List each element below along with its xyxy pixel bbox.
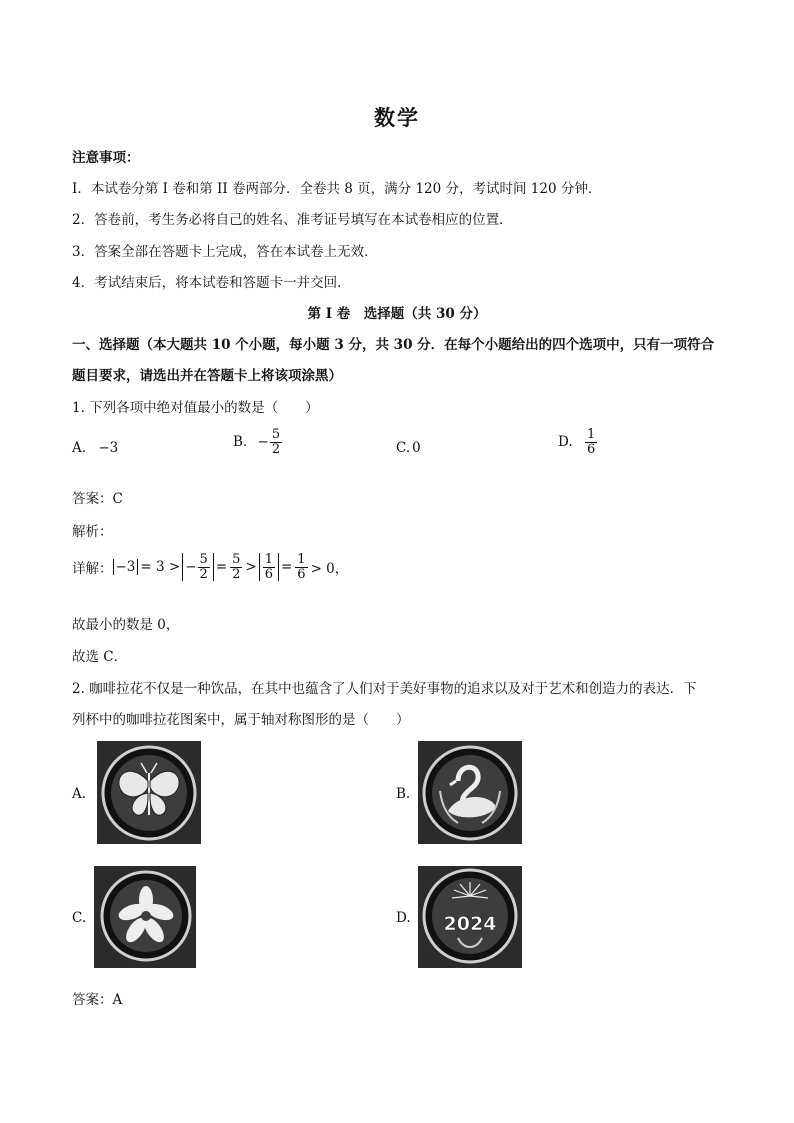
q1-option-b-label: B. bbox=[233, 434, 248, 451]
q1-option-d-label: D. bbox=[558, 434, 573, 451]
q1-option-d-fraction bbox=[585, 428, 597, 456]
q1-option-b-numerator: 5 bbox=[271, 427, 281, 442]
q2-stem-line2: 列杯中的咖啡拉花图案中，属于轴对称图形的是（ ） bbox=[72, 712, 410, 728]
q1-option-c bbox=[396, 440, 421, 456]
q2-option-a-image bbox=[97, 741, 201, 844]
q1-stem: 1. 下列各项中绝对值最小的数是（ ） bbox=[72, 400, 319, 416]
q1-detail bbox=[72, 553, 348, 581]
q2-answer: 答案：A bbox=[72, 992, 123, 1008]
q1-option-a bbox=[72, 440, 118, 456]
q2-option-c-image bbox=[94, 866, 196, 968]
q1-option-a-label: A. bbox=[72, 440, 87, 456]
q1-option-c-value: 0 bbox=[412, 440, 421, 456]
flower-latte-art-icon bbox=[94, 866, 196, 968]
q1-analysis-label: 解析： bbox=[72, 524, 113, 540]
fireworks-2024-latte-art-icon bbox=[418, 866, 522, 968]
q1-option-c-label: C. bbox=[396, 440, 411, 456]
q1-detail-abs2-denominator: 2 bbox=[199, 566, 208, 582]
q1-detail-label: 详解： bbox=[72, 561, 113, 578]
q2-option-b-label: B. bbox=[396, 786, 411, 802]
q1-detail-eq1: = 3 > bbox=[140, 559, 181, 576]
q1-option-d bbox=[558, 428, 598, 456]
q2-option-d-image bbox=[418, 866, 522, 968]
q1-detail-gt: > bbox=[245, 559, 257, 576]
q1-detail-abs4 bbox=[259, 553, 279, 581]
q1-option-b-denominator: 2 bbox=[271, 441, 281, 457]
section-instructions-line2: 题目要求，请选出并在答题卡上将该项涂黑） bbox=[72, 368, 342, 384]
q1-option-b-fraction bbox=[270, 428, 282, 456]
q2-option-d-image-text: 2024 bbox=[443, 913, 497, 935]
q2-option-a-label: A. bbox=[72, 786, 87, 802]
note-item-2: 2．答卷前，考生务必将自己的姓名、准考证号填写在本试卷相应的位置． bbox=[72, 212, 513, 228]
q2-stem-line1: 2. 咖啡拉花不仅是一种饮品，在其中也蕴含了人们对于美好事物的追求以及对于艺术和创造力的表达．下 bbox=[72, 681, 697, 697]
q1-detail-abs2-fraction bbox=[198, 553, 210, 581]
q1-answer: 答案：C bbox=[72, 491, 123, 507]
q1-detail-eq4: = bbox=[280, 559, 293, 576]
section-instructions-line1: 一、选择题（本大题共 10 个小题，每小题 3 分，共 30 分．在每个小题给出的四个选项中，只有一项符合 bbox=[72, 337, 715, 353]
q1-detail-fraction5 bbox=[295, 553, 307, 581]
note-item-4: 4．考试结束后，将本试卷和答题卡一并交回． bbox=[72, 275, 351, 291]
q1-detail-abs4-numerator: 1 bbox=[264, 552, 273, 567]
q1-detail-fraction3-numerator: 5 bbox=[232, 552, 241, 567]
q1-detail-eq2: = bbox=[215, 559, 228, 576]
q1-option-b-sign: − bbox=[257, 434, 269, 451]
q1-detail-fraction3 bbox=[230, 553, 242, 581]
q1-detail-abs2-numerator: 5 bbox=[199, 552, 208, 567]
q1-option-a-value: −3 bbox=[98, 440, 119, 456]
notes-heading: 注意事项： bbox=[72, 150, 140, 166]
note-item-1: I．本试卷分第 I 卷和第 II 卷两部分．全卷共 8 页，满分 120 分，考试时间 120 分钟． bbox=[72, 181, 602, 197]
q1-option-d-denominator: 6 bbox=[586, 441, 596, 457]
q1-detail-abs4-denominator: 6 bbox=[264, 566, 273, 582]
section-heading: 第 I 卷 选择题（共 30 分） bbox=[307, 306, 487, 322]
q2-option-b-image bbox=[418, 741, 522, 844]
q2-option-c-label: C. bbox=[72, 910, 87, 926]
swan-latte-art-icon bbox=[418, 741, 522, 844]
q1-detail-abs1: −3 bbox=[113, 559, 139, 575]
q1-option-d-numerator: 1 bbox=[586, 427, 596, 442]
q1-detail-abs2 bbox=[182, 553, 214, 581]
q1-detail-fraction5-numerator: 1 bbox=[297, 552, 306, 567]
q1-choice: 故选 C． bbox=[72, 649, 128, 665]
q1-detail-abs2-sign: − bbox=[185, 559, 197, 576]
q1-conclusion: 故最小的数是 0， bbox=[72, 617, 180, 633]
q1-detail-abs4-fraction bbox=[263, 553, 275, 581]
q2-option-d-label: D. bbox=[396, 910, 411, 926]
page-title: 数学 bbox=[374, 105, 420, 130]
q1-detail-fraction3-denominator: 2 bbox=[232, 566, 241, 582]
butterfly-latte-art-icon bbox=[97, 741, 201, 844]
q1-detail-fraction5-denominator: 6 bbox=[297, 566, 306, 582]
q1-detail-tail: > 0， bbox=[310, 561, 349, 578]
q1-option-b bbox=[233, 428, 283, 456]
note-item-3: 3．答案全部在答题卡上完成，答在本试卷上无效． bbox=[72, 244, 378, 260]
